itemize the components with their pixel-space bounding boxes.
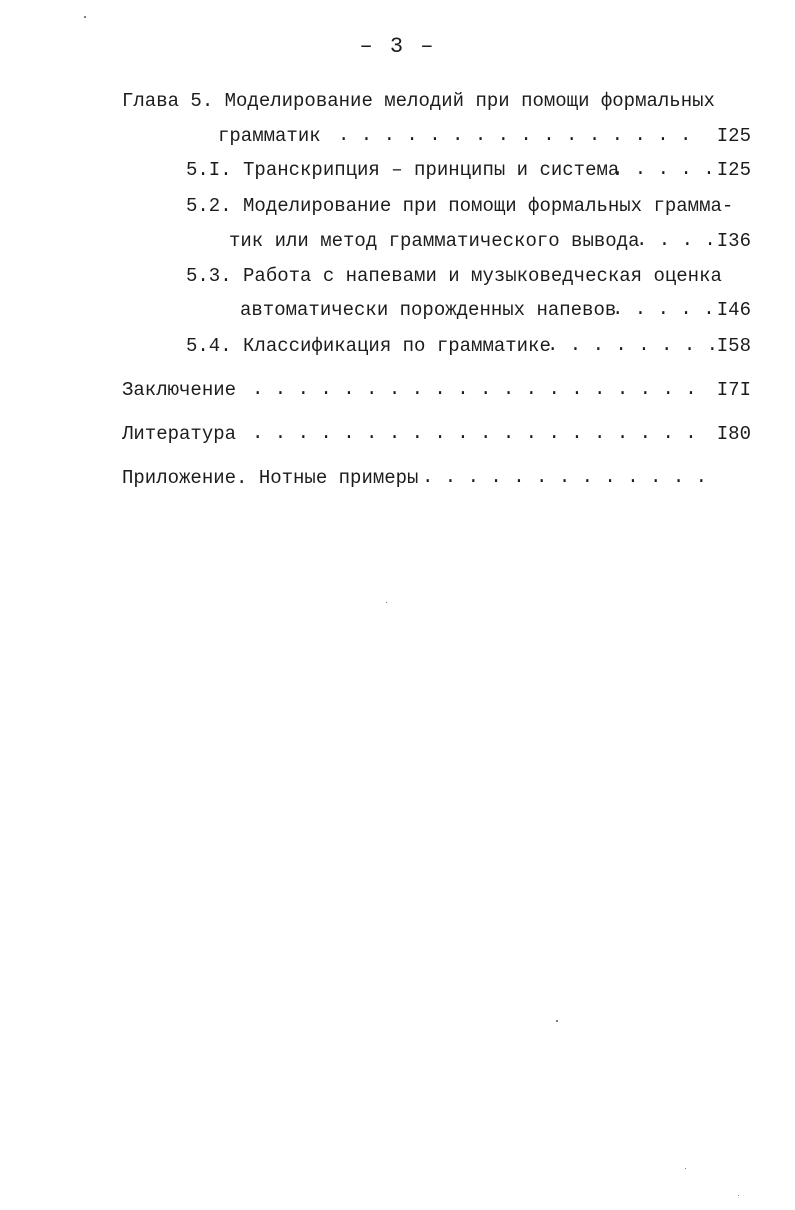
toc-literature-title: Литература — [122, 423, 237, 445]
toc-leader-dots: . . . . — [636, 229, 716, 251]
toc-chapter-5-title-line-1: Глава 5. Моделирование мелодий при помощи формальных — [122, 90, 715, 112]
toc-leader-dots: . . . . . . . . . . . . . — [422, 466, 708, 488]
page-number: – 3 – — [359, 34, 436, 59]
toc-page-number: I7I — [716, 379, 751, 401]
toc-page-number: I58 — [716, 335, 751, 357]
toc-page-number: I25 — [716, 159, 751, 181]
toc-leader-dots: . . . . . — [612, 158, 715, 180]
scan-speck — [386, 602, 387, 603]
toc-page-number: I36 — [716, 230, 751, 252]
toc-conclusion-title: Заключение — [122, 379, 237, 401]
toc-section-5-3-title-line-2: автоматически порожденных напевов — [240, 299, 617, 321]
toc-section-5-3-title-line-1: 5.3. Работа с напевами и музыковедческая оценка — [186, 265, 722, 287]
toc-section-5-4-title: 5.4. Классификация по грамматике — [186, 335, 551, 357]
toc-page-number — [711, 466, 751, 490]
scan-speck — [685, 1168, 686, 1169]
scan-speck — [84, 16, 86, 18]
toc-chapter-5-title-line-2: грамматик — [218, 125, 321, 147]
toc-section-5-2-title-line-1: 5.2. Моделирование при помощи формальных грамма- — [186, 195, 734, 217]
toc-page-number: I25 — [716, 125, 751, 147]
scan-speck — [556, 1020, 558, 1022]
toc-section-5-2-title-line-2: тик или метод грамматического вывода — [229, 230, 640, 252]
toc-page-number: I80 — [716, 423, 751, 445]
scan-speck — [738, 1195, 739, 1196]
toc-leader-dots: . . . . . . . . . . . . . . . . . . . . — [252, 378, 697, 400]
toc-page-number: I46 — [716, 299, 751, 321]
toc-appendix-title: Приложение. Нотные примеры — [122, 467, 419, 489]
toc-section-5-1-title: 5.I. Транскрипция – принципы и система — [186, 159, 620, 181]
toc-leader-dots: . . . . . . . . . . . . . . . . — [338, 124, 692, 146]
toc-leader-dots: . . . . . — [612, 298, 715, 320]
toc-leader-dots: . . . . . . . . . . . . . . . . . . . . — [252, 422, 697, 444]
toc-leader-dots: . . . . . . . . — [547, 334, 719, 356]
